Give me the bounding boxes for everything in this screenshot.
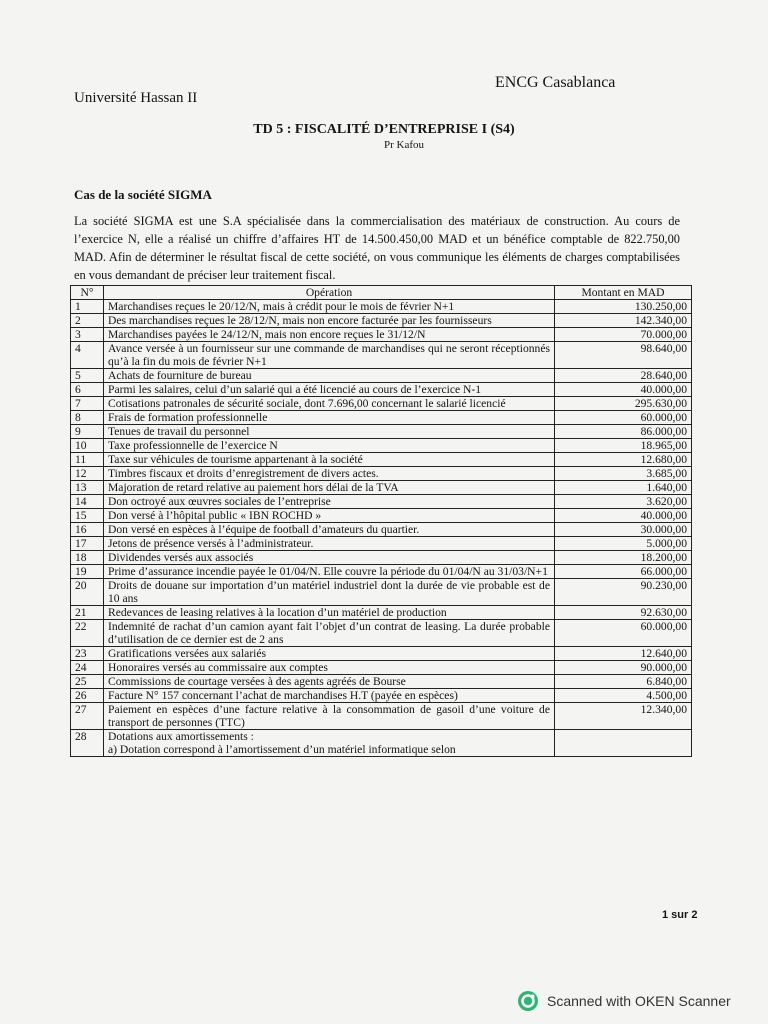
table-body: [71, 300, 692, 757]
row-amount: 3.620,00: [555, 495, 692, 509]
row-number: 19: [71, 565, 104, 579]
row-number: 4: [71, 342, 104, 369]
row-amount: 6.840,00: [555, 675, 692, 689]
row-operation: Cotisations patronales de sécurité sociale, dont 7.696,00 concernant le salarié licencié: [104, 397, 555, 411]
row-number: 22: [71, 620, 104, 647]
row-number: 6: [71, 383, 104, 397]
row-amount: 28.640,00: [555, 369, 692, 383]
row-operation: Tenues de travail du personnel: [104, 425, 555, 439]
header-operation: Opération: [104, 286, 555, 300]
document-title: TD 5 : FISCALITÉ D’ENTREPRISE I (S4): [253, 122, 515, 137]
table-row: [71, 523, 692, 537]
operations-table: [70, 285, 692, 757]
row-amount: 66.000,00: [555, 565, 692, 579]
row-amount: [555, 730, 692, 757]
table-row: [71, 551, 692, 565]
row-operation: Dividendes versés aux associés: [104, 551, 555, 565]
row-operation: Facture N° 157 concernant l’achat de marchandises H.T (payée en espèces): [104, 689, 555, 703]
row-number: 25: [71, 675, 104, 689]
table-row: [71, 606, 692, 620]
row-number: 3: [71, 328, 104, 342]
row-number: 20: [71, 579, 104, 606]
row-operation: Droits de douane sur importation d’un matériel industriel dont la durée de vie probable est de 10 ans: [104, 579, 555, 606]
row-number: 18: [71, 551, 104, 565]
row-amount: 98.640,00: [555, 342, 692, 369]
row-number: 23: [71, 647, 104, 661]
table-row: [71, 495, 692, 509]
table-row: [71, 661, 692, 675]
table-row: [71, 579, 692, 606]
table-row: [71, 300, 692, 314]
row-number: 9: [71, 425, 104, 439]
row-operation: Prime d’assurance incendie payée le 01/04/N. Elle couvre la période du 01/04/N au 31/03/N+1: [104, 565, 555, 579]
row-operation: Des marchandises reçues le 28/12/N, mais non encore facturée par les fournisseurs: [104, 314, 555, 328]
row-amount: 18.965,00: [555, 439, 692, 453]
row-operation: Parmi les salaires, celui d’un salarié qui a été licencié au cours de l’exercice N-1: [104, 383, 555, 397]
row-operation: Marchandises reçues le 20/12/N, mais à crédit pour le mois de février N+1: [104, 300, 555, 314]
row-operation: Dotations aux amortissements : a) Dotation correspond à l’amortissement d’un matériel informatique selon: [104, 730, 555, 757]
row-amount: 92.630,00: [555, 606, 692, 620]
table-row: [71, 383, 692, 397]
row-number: 27: [71, 703, 104, 730]
table-header-row: [71, 286, 692, 300]
table-row: [71, 314, 692, 328]
school-name: ENCG Casablanca: [495, 74, 616, 91]
row-number: 2: [71, 314, 104, 328]
row-number: 7: [71, 397, 104, 411]
table-row: [71, 689, 692, 703]
row-number: 11: [71, 453, 104, 467]
row-operation: Don versé en espèces à l’équipe de football d’amateurs du quartier.: [104, 523, 555, 537]
row-amount: 40.000,00: [555, 509, 692, 523]
table-row: [71, 342, 692, 369]
table-row: [71, 453, 692, 467]
table-row: [71, 425, 692, 439]
row-number: 28: [71, 730, 104, 757]
scanner-watermark: [517, 990, 731, 1012]
table-row: [71, 481, 692, 495]
row-number: 8: [71, 411, 104, 425]
row-number: 10: [71, 439, 104, 453]
row-operation: Don octroyé aux œuvres sociales de l’entreprise: [104, 495, 555, 509]
table-row: [71, 647, 692, 661]
row-number: 15: [71, 509, 104, 523]
row-operation: Commissions de courtage versées à des agents agréés de Bourse: [104, 675, 555, 689]
row-amount: 12.640,00: [555, 647, 692, 661]
row-number: 13: [71, 481, 104, 495]
table-row: [71, 439, 692, 453]
row-amount: 12.340,00: [555, 703, 692, 730]
page-number: 1 sur 2: [662, 909, 698, 921]
row-operation: Don versé à l’hôpital public « IBN ROCHD »: [104, 509, 555, 523]
row-operation: Avance versée à un fournisseur sur une commande de marchandises qui ne seront réceptionnés qu’à la fin du mois de février N+1: [104, 342, 555, 369]
row-operation: Indemnité de rachat d’un camion ayant fait l’objet d’un contrat de leasing. La durée probable d’utilisation de ce dernier est de 2 ans: [104, 620, 555, 647]
row-amount: 3.685,00: [555, 467, 692, 481]
row-operation: Frais de formation professionnelle: [104, 411, 555, 425]
row-operation: Paiement en espèces d’une facture relative à la consommation de gasoil d’une voiture de transport de personnes (TTC): [104, 703, 555, 730]
row-operation: Redevances de leasing relatives à la location d’un matériel de production: [104, 606, 555, 620]
row-amount: 60.000,00: [555, 620, 692, 647]
row-amount: 60.000,00: [555, 411, 692, 425]
table-row: [71, 411, 692, 425]
case-heading: Cas de la société SIGMA: [74, 187, 212, 202]
scanner-text: Scanned with OKEN Scanner: [547, 993, 731, 1009]
row-amount: 90.000,00: [555, 661, 692, 675]
row-operation: Jetons de présence versés à l’administrateur.: [104, 537, 555, 551]
row-amount: 70.000,00: [555, 328, 692, 342]
row-amount: 4.500,00: [555, 689, 692, 703]
row-operation: Taxe professionnelle de l’exercice N: [104, 439, 555, 453]
table-row: [71, 509, 692, 523]
table-row: [71, 703, 692, 730]
professor-name: Pr Kafou: [383, 139, 425, 151]
row-amount: 40.000,00: [555, 383, 692, 397]
row-amount: 1.640,00: [555, 481, 692, 495]
table-row: [71, 537, 692, 551]
row-operation: Timbres fiscaux et droits d’enregistrement de divers actes.: [104, 467, 555, 481]
row-operation: Achats de fourniture de bureau: [104, 369, 555, 383]
row-amount: 130.250,00: [555, 300, 692, 314]
table-row: [71, 467, 692, 481]
row-operation: Majoration de retard relative au paiement hors délai de la TVA: [104, 481, 555, 495]
row-number: 5: [71, 369, 104, 383]
row-number: 17: [71, 537, 104, 551]
row-operation: Honoraires versés au commissaire aux comptes: [104, 661, 555, 675]
row-amount: 12.680,00: [555, 453, 692, 467]
row-amount: 86.000,00: [555, 425, 692, 439]
row-number: 16: [71, 523, 104, 537]
table-row: [71, 565, 692, 579]
case-intro: La société SIGMA est une S.A spécialisée dans la commercialisation des matériaux de construction. Au cours de l’exercice N, elle a réalisé un chiffre d’affaires HT de 14.500.450,00 MAD et un bénéfice comptable de 822.750,00 MAD. Afin de déterminer le résultat fiscal de cette société, on vous communique les éléments de charges comptabilisées en vous demandant de préciser leur traitement fiscal.: [74, 214, 680, 282]
table-row: [71, 397, 692, 411]
row-amount: 18.200,00: [555, 551, 692, 565]
row-number: 14: [71, 495, 104, 509]
row-amount: 295.630,00: [555, 397, 692, 411]
row-amount: 30.000,00: [555, 523, 692, 537]
row-number: 12: [71, 467, 104, 481]
university-name: Université Hassan II: [74, 90, 198, 106]
table-row: [71, 620, 692, 647]
row-number: 21: [71, 606, 104, 620]
header-num: N°: [71, 286, 104, 300]
table-row: [71, 730, 692, 757]
row-amount: 5.000,00: [555, 537, 692, 551]
row-operation: Gratifications versées aux salariés: [104, 647, 555, 661]
header-amount: Montant en MAD: [555, 286, 692, 300]
scanner-logo-icon: [517, 990, 539, 1012]
row-amount: 142.340,00: [555, 314, 692, 328]
table-row: [71, 369, 692, 383]
row-amount: 90.230,00: [555, 579, 692, 606]
row-number: 24: [71, 661, 104, 675]
row-operation: Marchandises payées le 24/12/N, mais non encore reçues le 31/12/N: [104, 328, 555, 342]
table-row: [71, 675, 692, 689]
row-number: 26: [71, 689, 104, 703]
row-number: 1: [71, 300, 104, 314]
row-operation: Taxe sur véhicules de tourisme appartenant à la société: [104, 453, 555, 467]
table-row: [71, 328, 692, 342]
